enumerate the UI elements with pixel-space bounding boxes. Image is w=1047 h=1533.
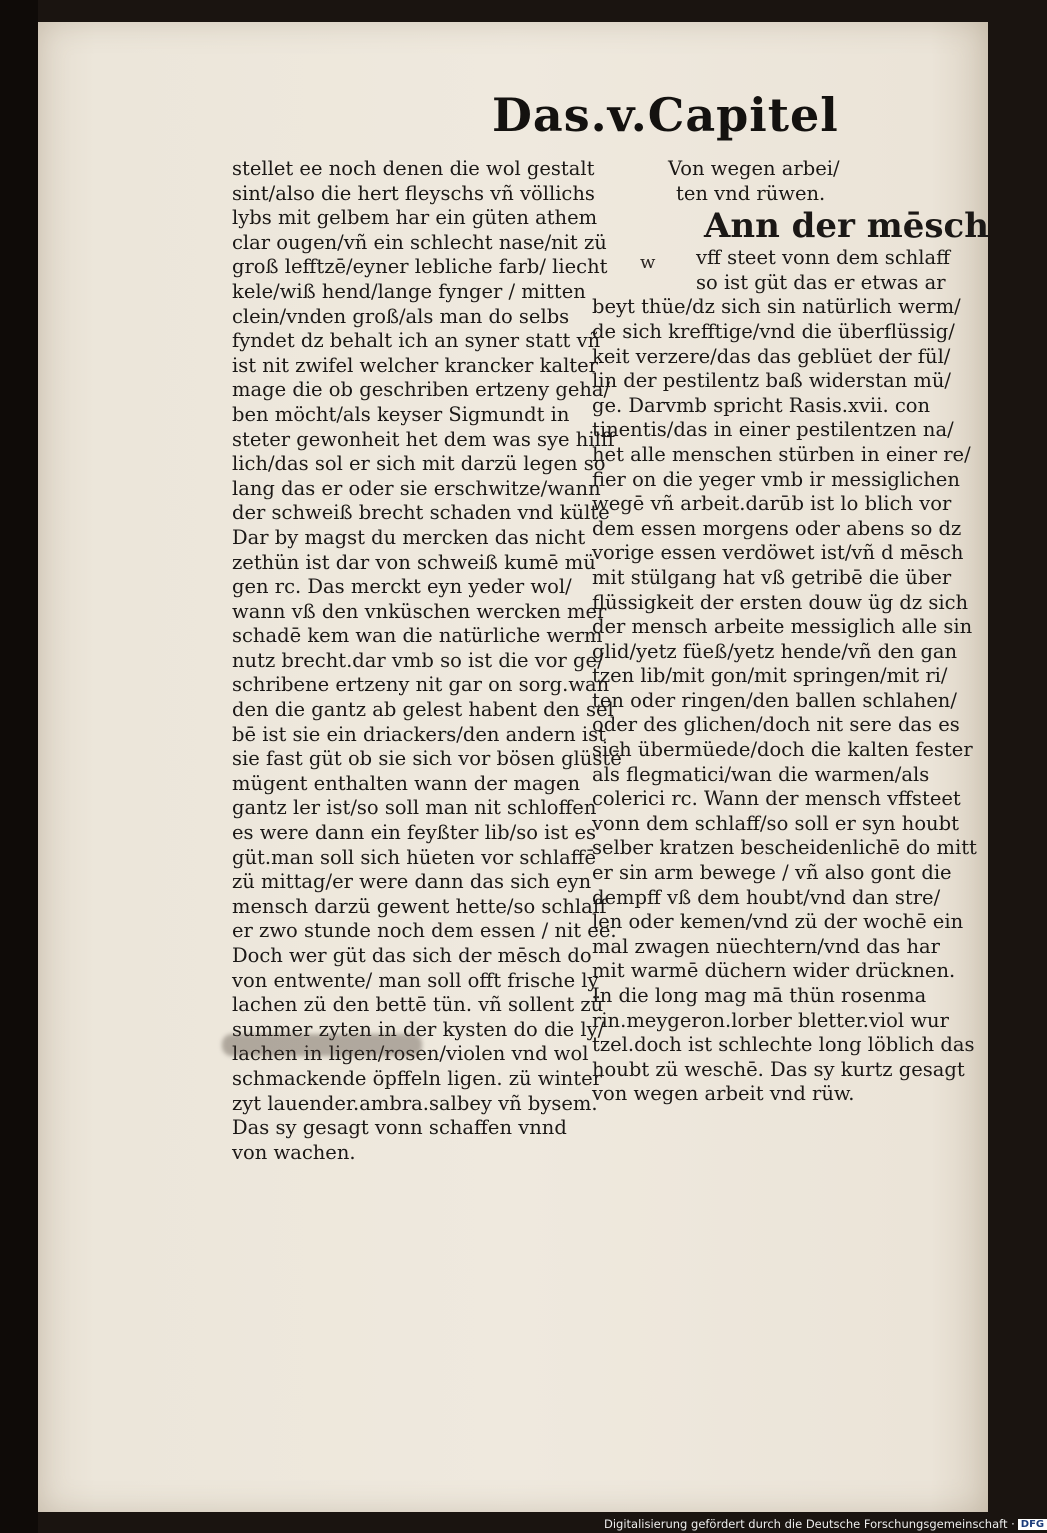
text-line: lang das er oder sie erschwitze/wann <box>232 476 601 500</box>
text-line: es were dann ein feyßter lib/so ist es <box>232 821 596 845</box>
text-line: so ist güt das er etwas ar <box>696 270 946 294</box>
text-line: tzen lib/mit gon/mit springen/mit ri/ <box>592 664 948 688</box>
text-line: gantz ler ist/so soll man nit schloffen <box>232 796 597 820</box>
section-title-line: Von wegen arbei/ <box>668 157 840 180</box>
text-line: lich/das sol er sich mit darzü legen so <box>232 452 606 476</box>
text-line: len oder kemen/vnd zü der wochē ein <box>592 910 964 934</box>
text-line: mügent enthalten wann der magen <box>232 771 581 795</box>
ink-smudge <box>222 1034 422 1056</box>
text-line: den die gantz ab gelest habent den sel <box>232 698 614 722</box>
section-initial-heading: Ann der mēsch <box>704 206 989 247</box>
text-line: kele/wiß hend/lange fynger / mitten <box>232 279 586 303</box>
text-line: In die long mag mā thün rosenma <box>592 984 927 1007</box>
text-line: sich übermüede/doch die kalten fester <box>592 738 973 762</box>
text-line: selber kratzen bescheidenlichē do mitt <box>592 836 977 860</box>
text-line: dem essen morgens oder abens so dz <box>592 516 962 540</box>
text-line: zethün ist dar von schweiß kumē mü <box>232 550 596 574</box>
text-line: glid/yetz füeß/yetz hende/vñ den gan <box>592 639 958 663</box>
text-line: clar ougen/vñ ein schlecht nase/nit zü <box>232 230 607 254</box>
text-line: rin.meygeron.lorber bletter.viol wur <box>592 1008 949 1032</box>
text-line: keit verzere/das das geblüet der fül/ <box>592 344 951 368</box>
text-line: steter gewonheit het dem was sye hilff <box>232 427 615 451</box>
scan-border-left <box>0 0 38 1533</box>
text-line: de sich krefftige/vnd die überflüssig/ <box>592 319 955 343</box>
text-line: zü mittag/er were dann das sich eyn <box>232 870 592 894</box>
text-line: fier on die yeger vmb ir messiglichen <box>592 467 960 491</box>
text-line: summer zyten in der kysten do die ly/ <box>232 1017 605 1041</box>
running-head: Das.v.Capitel <box>492 88 839 142</box>
text-line: güt.man soll sich hüeten vor schlaffē <box>232 845 597 869</box>
text-line: ist nit zwifel welcher krancker kalter <box>232 353 599 377</box>
text-line: der schweiß brecht schaden vnd külte <box>232 501 610 525</box>
text-line: vff steet vonn dem schlaff <box>696 246 951 270</box>
text-line: houbt zü weschē. Das sy kurtz gesagt <box>592 1057 965 1081</box>
text-line: mage die ob geschriben ertzeny geha/ <box>232 378 611 402</box>
dfg-logo: DFG <box>1018 1519 1047 1530</box>
text-line: stellet ee noch denen die wol gestalt <box>232 157 595 180</box>
text-line: sie fast güt ob sie sich vor bösen glüstē <box>232 747 622 771</box>
text-line: fyndet dz behalt ich an syner statt vñ <box>232 329 601 353</box>
text-line: schmackende öpffeln ligen. zü winter <box>232 1066 602 1090</box>
text-line: von entwente/ man soll offt frische ly <box>232 968 599 992</box>
text-line: clein/vnden groß/als man do selbs <box>232 304 570 328</box>
text-line: vonn dem schlaff/so soll er syn houbt <box>592 811 959 835</box>
text-line: er zwo stunde noch dem essen / nit ee. <box>232 919 617 943</box>
text-line: dempff vß dem houbt/vnd dan stre/ <box>592 885 941 909</box>
text-line: lachen in ligen/rosen/violen vnd wol <box>232 1042 589 1066</box>
text-line: bē ist sie ein driackers/den andern ist <box>232 722 607 746</box>
text-line: schadē kem wan die natürliche werm <box>232 624 603 648</box>
text-line: colerici rc. Wann der mensch vffsteet <box>592 787 961 811</box>
text-line: wegē vñ arbeit.darūb ist lo blich vor <box>592 492 952 516</box>
text-line: mit stülgang hat vß getribē die über <box>592 565 952 589</box>
right-text-column <box>592 157 989 1107</box>
text-line: tzel.doch ist schlechte long löblich das <box>592 1033 975 1057</box>
text-line: ben möcht/als keyser Sigmundt in <box>232 402 570 426</box>
left-text-column <box>232 157 622 1165</box>
text-line: tinentis/das in einer pestilentzen na/ <box>592 418 954 442</box>
footer-credit <box>604 1517 1047 1531</box>
text-line: nutz brecht.dar vmb so ist die vor ge/ <box>232 648 604 672</box>
text-line: schribene ertzeny nit gar on sorg.wan <box>232 673 610 697</box>
text-line: mal zwagen nüechtern/vnd das har <box>592 934 940 958</box>
text-line: Dar by magst du mercken das nicht <box>232 525 586 549</box>
text-line: gen rc. Das merckt eyn yeder wol/ <box>232 575 572 599</box>
text-line: mit warmē düchern wider drücknen. <box>592 959 956 983</box>
text-line: wann vß den vnküschen wercken mer <box>232 599 607 623</box>
footer-text: Digitalisierung gefördert durch die Deutsche Forschungsgemeinschaft · <box>604 1517 1015 1531</box>
text-line: sint/also die hert fleyschs vñ völlichs <box>232 181 595 205</box>
text-line: als flegmatici/wan die warmen/als <box>592 762 930 786</box>
text-line: ten oder ringen/den ballen schlahen/ <box>592 688 957 712</box>
text-line: vorige essen verdöwet ist/vñ d mēsch <box>592 541 964 565</box>
text-line: beyt thüe/dz sich sin natürlich werm/ <box>592 295 961 319</box>
text-line: het alle menschen stürben in einer re/ <box>592 442 971 466</box>
text-line: ge. Darvmb spricht Rasis.xvii. con <box>592 393 931 417</box>
text-line: er sin arm bewege / vñ also gont die <box>592 861 952 885</box>
section-title-line: ten vnd rüwen. <box>676 181 826 205</box>
text-line: Doch wer güt das sich der mēsch do <box>232 944 592 967</box>
text-line: flüssigkeit der ersten douw üg dz sich <box>592 590 969 614</box>
text-line: lybs mit gelbem har ein güten athem <box>232 206 598 230</box>
text-line: von wachen. <box>232 1140 356 1164</box>
guide-letter: w <box>640 252 656 273</box>
text-line: Das sy gesagt vonn schaffen vnnd <box>232 1116 567 1140</box>
right-column-body <box>592 246 977 1107</box>
text-line: oder des glichen/doch nit sere das es <box>592 713 960 737</box>
text-line: lachen zü den bettē tün. vñ sollent zü <box>232 993 604 1017</box>
text-line: der mensch arbeite messiglich alle sin <box>592 615 973 639</box>
text-line: lin der pestilentz baß widerstan mü/ <box>592 369 951 393</box>
text-line: mensch darzü gewent hette/so schlaff <box>232 894 607 918</box>
text-line: zyt lauender.ambra.salbey vñ bysem. <box>232 1091 598 1115</box>
text-line: von wegen arbeit vnd rüw. <box>592 1082 855 1106</box>
text-line: groß lefftzē/eyner lebliche farb/ liecht <box>232 255 608 279</box>
